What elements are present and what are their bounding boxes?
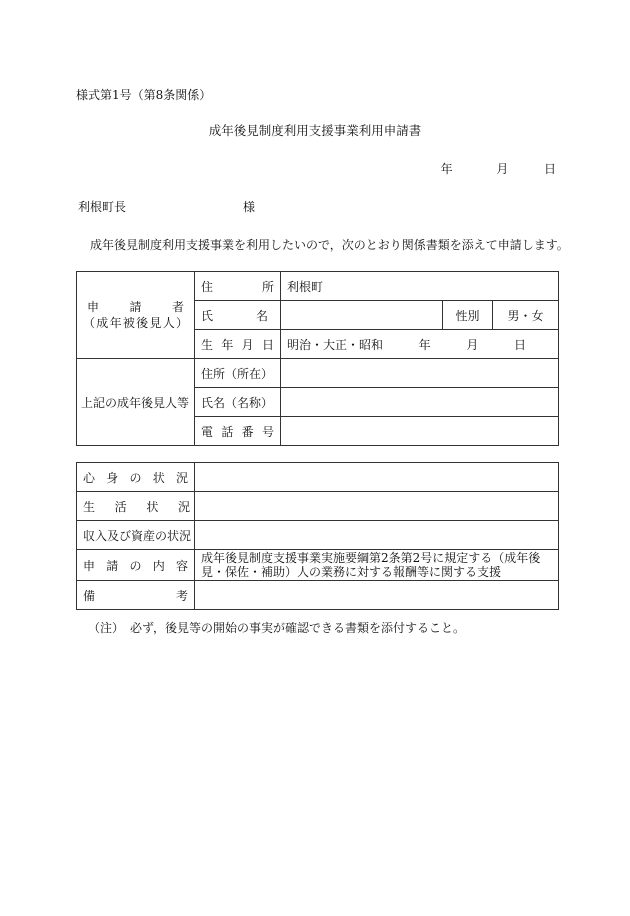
guardian-address-field[interactable] bbox=[281, 359, 559, 388]
applicant-gender-field[interactable]: 男・女 bbox=[493, 301, 559, 330]
addressee-line bbox=[78, 198, 256, 215]
birth-month-unit: 月 bbox=[466, 337, 479, 352]
birth-year-unit: 年 bbox=[418, 337, 431, 352]
applicant-gender-label: 性別 bbox=[443, 301, 493, 330]
guardian-phone-label: 電話番号 bbox=[195, 417, 281, 446]
guardian-phone-field[interactable] bbox=[281, 417, 559, 446]
applicant-address-field[interactable]: 利根町 bbox=[281, 272, 559, 301]
applicant-address-label: 住所 bbox=[195, 272, 281, 301]
addressee-honorific: 様 bbox=[243, 200, 256, 214]
request-content-label: 申請の内容 bbox=[77, 550, 195, 581]
remarks-field[interactable] bbox=[195, 581, 559, 610]
applicant-header bbox=[77, 272, 195, 359]
applicant-name-label: 氏名 bbox=[195, 301, 281, 330]
document-title: 成年後見制度利用支援事業利用申請書 bbox=[208, 123, 422, 138]
guardian-name-field[interactable] bbox=[281, 388, 559, 417]
addressee-name: 利根町長 bbox=[78, 200, 127, 214]
assets-label: 収入及び資産の状況 bbox=[77, 521, 195, 550]
date-month: 月 bbox=[496, 162, 509, 176]
applicant-birth-label: 生年月日 bbox=[195, 330, 281, 359]
birth-day-unit: 日 bbox=[514, 337, 527, 352]
intro-text: 成年後見制度利用支援事業を利用したいので，次のとおり関係書類を添えて申請します。 bbox=[90, 238, 569, 252]
assets-field[interactable] bbox=[195, 521, 559, 550]
applicant-header-line2: （成年被後見人） bbox=[83, 316, 188, 330]
details-table bbox=[76, 462, 559, 610]
guardian-name-label: 氏名（名称） bbox=[195, 388, 281, 417]
footnote: （注） 必ず，後見等の開始の事実が確認できる書類を添付すること。 bbox=[88, 621, 466, 635]
date-line bbox=[441, 160, 556, 177]
mental-state-label: 心身の状況 bbox=[77, 463, 195, 492]
request-content-field[interactable]: 成年後見制度支援事業実施要綱第2条第2号に規定する（成年後見・保佐・補助）人の業務に対する報酬等に関する支援 bbox=[195, 550, 559, 581]
applicant-name-field[interactable] bbox=[281, 301, 443, 330]
living-state-label: 生活状況 bbox=[77, 492, 195, 521]
guardian-address-label: 住所（所在） bbox=[195, 359, 281, 388]
mental-state-field[interactable] bbox=[195, 463, 559, 492]
form-number: 様式第1号（第8条関係） bbox=[76, 88, 212, 102]
remarks-label: 備考 bbox=[77, 581, 195, 610]
birth-eras: 明治・大正・昭和 bbox=[287, 337, 384, 352]
guardian-header: 上記の成年後見人等 bbox=[77, 359, 195, 446]
applicant-birth-field[interactable] bbox=[281, 330, 559, 359]
living-state-field[interactable] bbox=[195, 492, 559, 521]
applicant-table bbox=[76, 271, 559, 446]
date-year: 年 bbox=[440, 162, 453, 176]
date-day: 日 bbox=[543, 162, 556, 176]
applicant-header-line1: 申請者 bbox=[87, 300, 184, 314]
